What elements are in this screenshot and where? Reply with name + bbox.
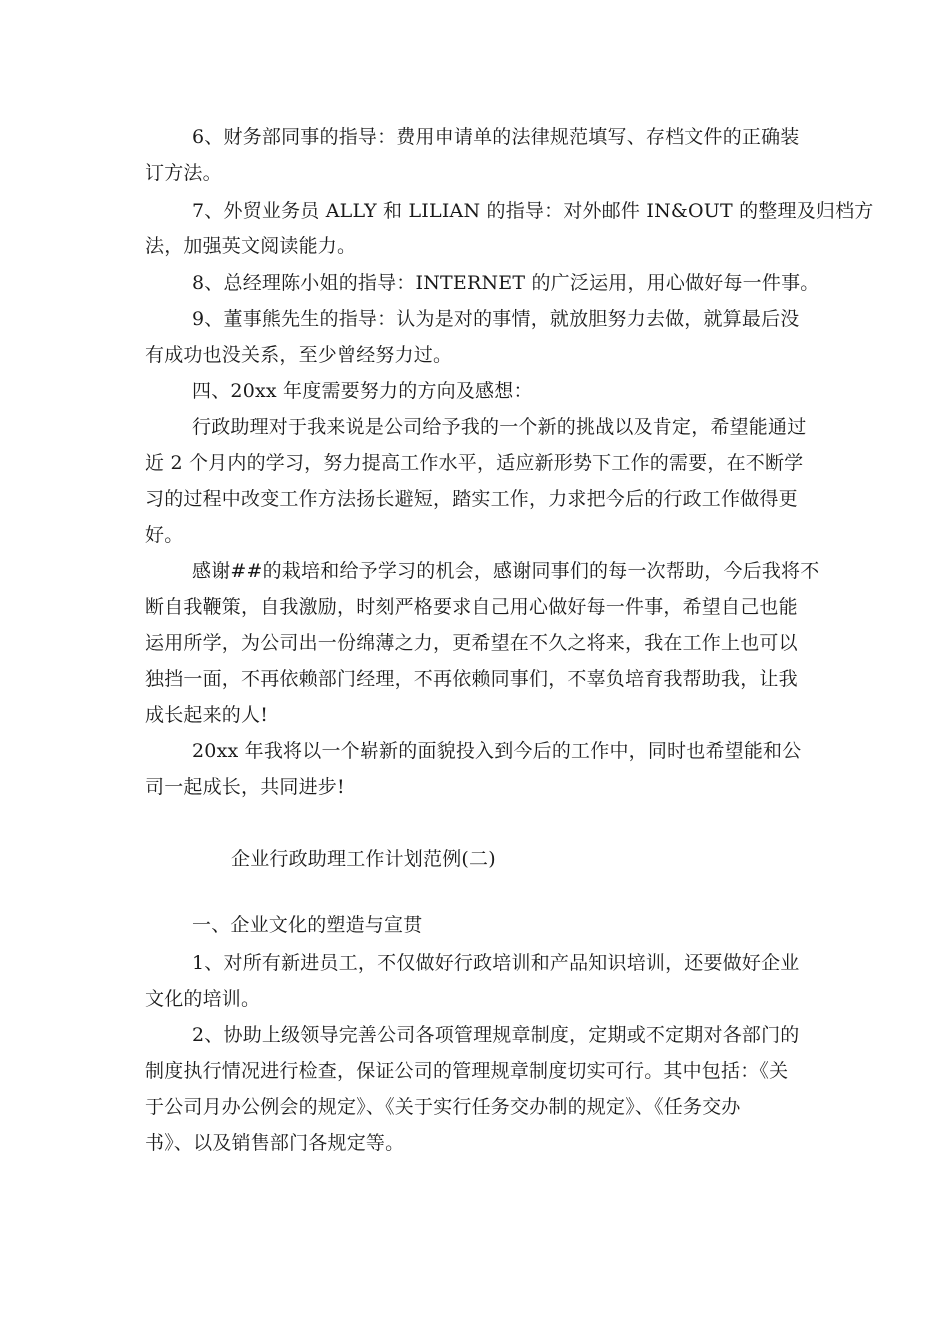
paragraph-line: 6、财务部同事的指导：费用申请单的法律规范填写、存档文件的正确装 (192, 126, 800, 148)
paragraph-line: 1、对所有新进员工，不仅做好行政培训和产品知识培训，还要做好企业 (192, 952, 800, 974)
paragraph-line: 于公司月办公例会的规定》、《关于实行任务交办制的规定》、《任务交办 (145, 1096, 741, 1118)
paragraph-line: 法，加强英文阅读能力。 (145, 235, 357, 257)
paragraph-line: 文化的培训。 (145, 988, 261, 1010)
paragraph-line: 独挡一面，不再依赖部门经理，不再依赖同事们，不辜负培育我帮助我，让我 (145, 668, 798, 690)
paragraph-line: 运用所学，为公司出一份绵薄之力，更希望在不久之将来，我在工作上也可以 (145, 632, 798, 654)
paragraph-line: 习的过程中改变工作方法扬长避短，踏实工作，力求把今后的行政工作做得更 (145, 488, 798, 510)
paragraph-line: 20xx 年我将以一个崭新的面貌投入到今后的工作中，同时也希望能和公 (192, 740, 802, 762)
section-heading: 一、企业文化的塑造与宣贯 (192, 914, 423, 936)
paragraph-line: 近 2 个月内的学习，努力提高工作水平，适应新形势下工作的需要，在不断学 (145, 452, 804, 474)
paragraph-line: 感谢##的栽培和给予学习的机会，感谢同事们的每一次帮助，今后我将不 (192, 560, 820, 582)
paragraph-line: 订方法。 (145, 162, 222, 184)
paragraph-line: 9、董事熊先生的指导：认为是对的事情，就放胆努力去做，就算最后没 (192, 308, 800, 330)
paragraph-line: 7、外贸业务员 ALLY 和 LILIAN 的指导：对外邮件 IN&OUT 的整理及归档方 (192, 200, 874, 222)
paragraph-line: 成长起来的人! (145, 704, 269, 726)
paragraph-line: 好。 (145, 524, 184, 546)
paragraph-line: 司一起成长，共同进步! (145, 776, 345, 798)
document-title: 企业行政助理工作计划范例(二) (231, 848, 496, 870)
paragraph-line: 2、协助上级领导完善公司各项管理规章制度，定期或不定期对各部门的 (192, 1024, 800, 1046)
section-heading: 四、20xx 年度需要努力的方向及感想： (192, 380, 533, 402)
paragraph-line: 书》、以及销售部门各规定等。 (145, 1132, 405, 1154)
paragraph-line: 行政助理对于我来说是公司给予我的一个新的挑战以及肯定，希望能通过 (192, 416, 807, 438)
paragraph-line: 有成功也没关系，至少曾经努力过。 (145, 344, 453, 366)
paragraph-line: 8、总经理陈小姐的指导：INTERNET 的广泛运用，用心做好每一件事。 (192, 272, 820, 294)
paragraph-line: 断自我鞭策，自我激励，时刻严格要求自己用心做好每一件事，希望自己也能 (145, 596, 798, 618)
paragraph-line: 制度执行情况进行检查，保证公司的管理规章制度切实可行。其中包括：《关 (145, 1060, 789, 1082)
